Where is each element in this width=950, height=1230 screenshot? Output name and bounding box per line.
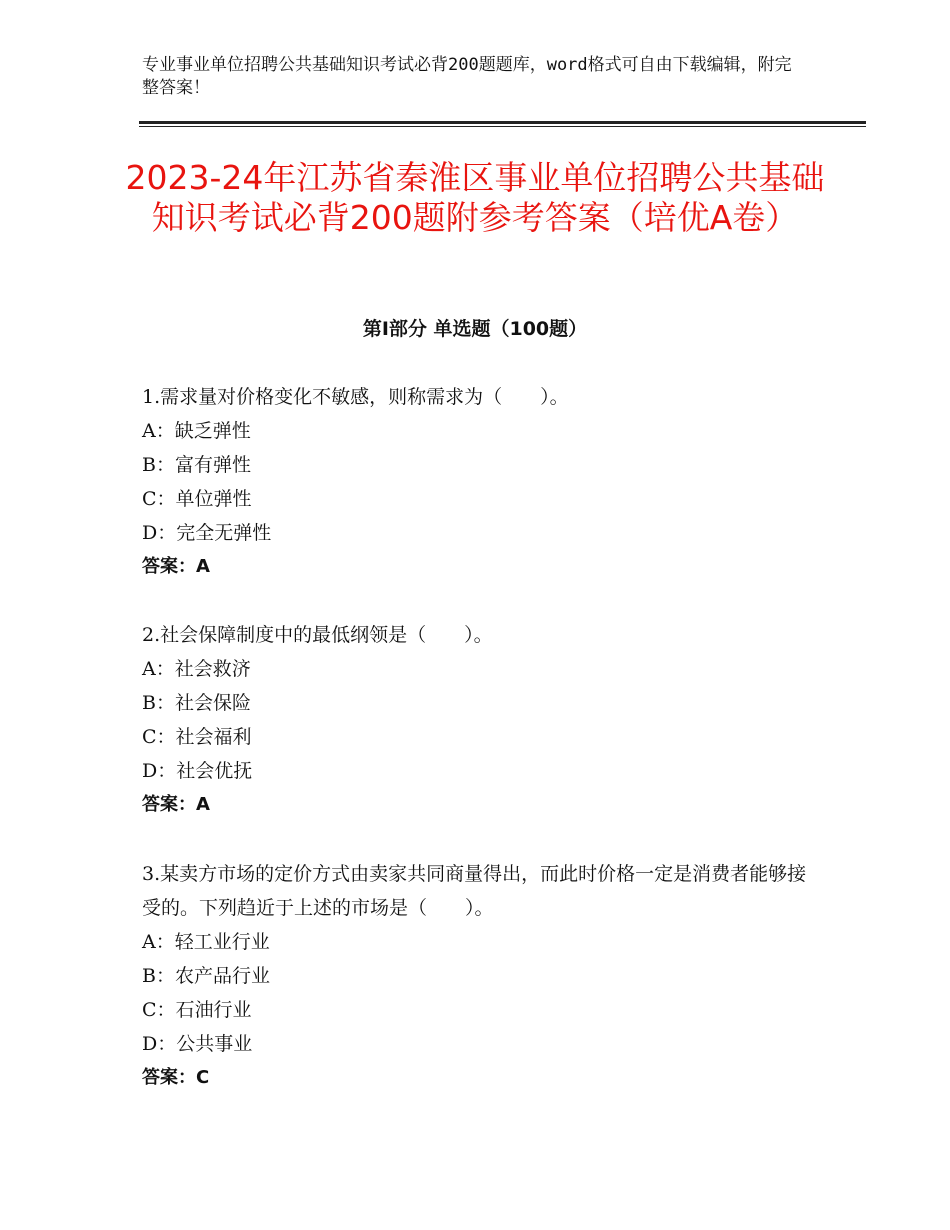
header-divider-thick: [139, 121, 866, 124]
question-2: [142, 618, 822, 822]
document-title: 2023-24年江苏省秦淮区事业单位招聘公共基础知识考试必背200题附参考答案（培优A卷）: [125, 158, 825, 237]
option-d: D：公共事业: [142, 1033, 253, 1055]
option-c: C：单位弹性: [142, 488, 252, 510]
section-title: 第Ⅰ部分 单选题（100题）: [362, 318, 588, 340]
option-a: A：社会救济: [142, 658, 251, 680]
option-c: C：石油行业: [142, 999, 252, 1021]
answer: 答案：A: [142, 794, 210, 815]
option-b: B：社会保险: [142, 692, 251, 714]
option-b: B：富有弹性: [142, 454, 251, 476]
option-a: A：缺乏弹性: [142, 420, 251, 442]
option-d: D：社会优抚: [142, 760, 253, 782]
question-stem: 3.某卖方市场的定价方式由卖家共同商量得出，而此时价格一定是消费者能够接受的。下列趋近于上述的市场是（ ）。: [142, 863, 807, 919]
header-divider-thin: [139, 126, 866, 127]
answer: 答案：A: [142, 556, 210, 577]
question-3: [142, 857, 822, 1095]
option-c: C：社会福利: [142, 726, 252, 748]
header-note: 专业事业单位招聘公共基础知识考试必背200题题库，word格式可自由下载编辑，附完整答案！: [142, 55, 792, 98]
answer: 答案：C: [142, 1067, 210, 1088]
question-stem: 1.需求量对价格变化不敏感，则称需求为（ ）。: [142, 386, 569, 408]
question-stem: 2.社会保障制度中的最低纲领是（ ）。: [142, 624, 493, 646]
option-d: D：完全无弹性: [142, 522, 272, 544]
option-a: A：轻工业行业: [142, 931, 270, 953]
question-1: [142, 380, 822, 584]
option-b: B：农产品行业: [142, 965, 270, 987]
